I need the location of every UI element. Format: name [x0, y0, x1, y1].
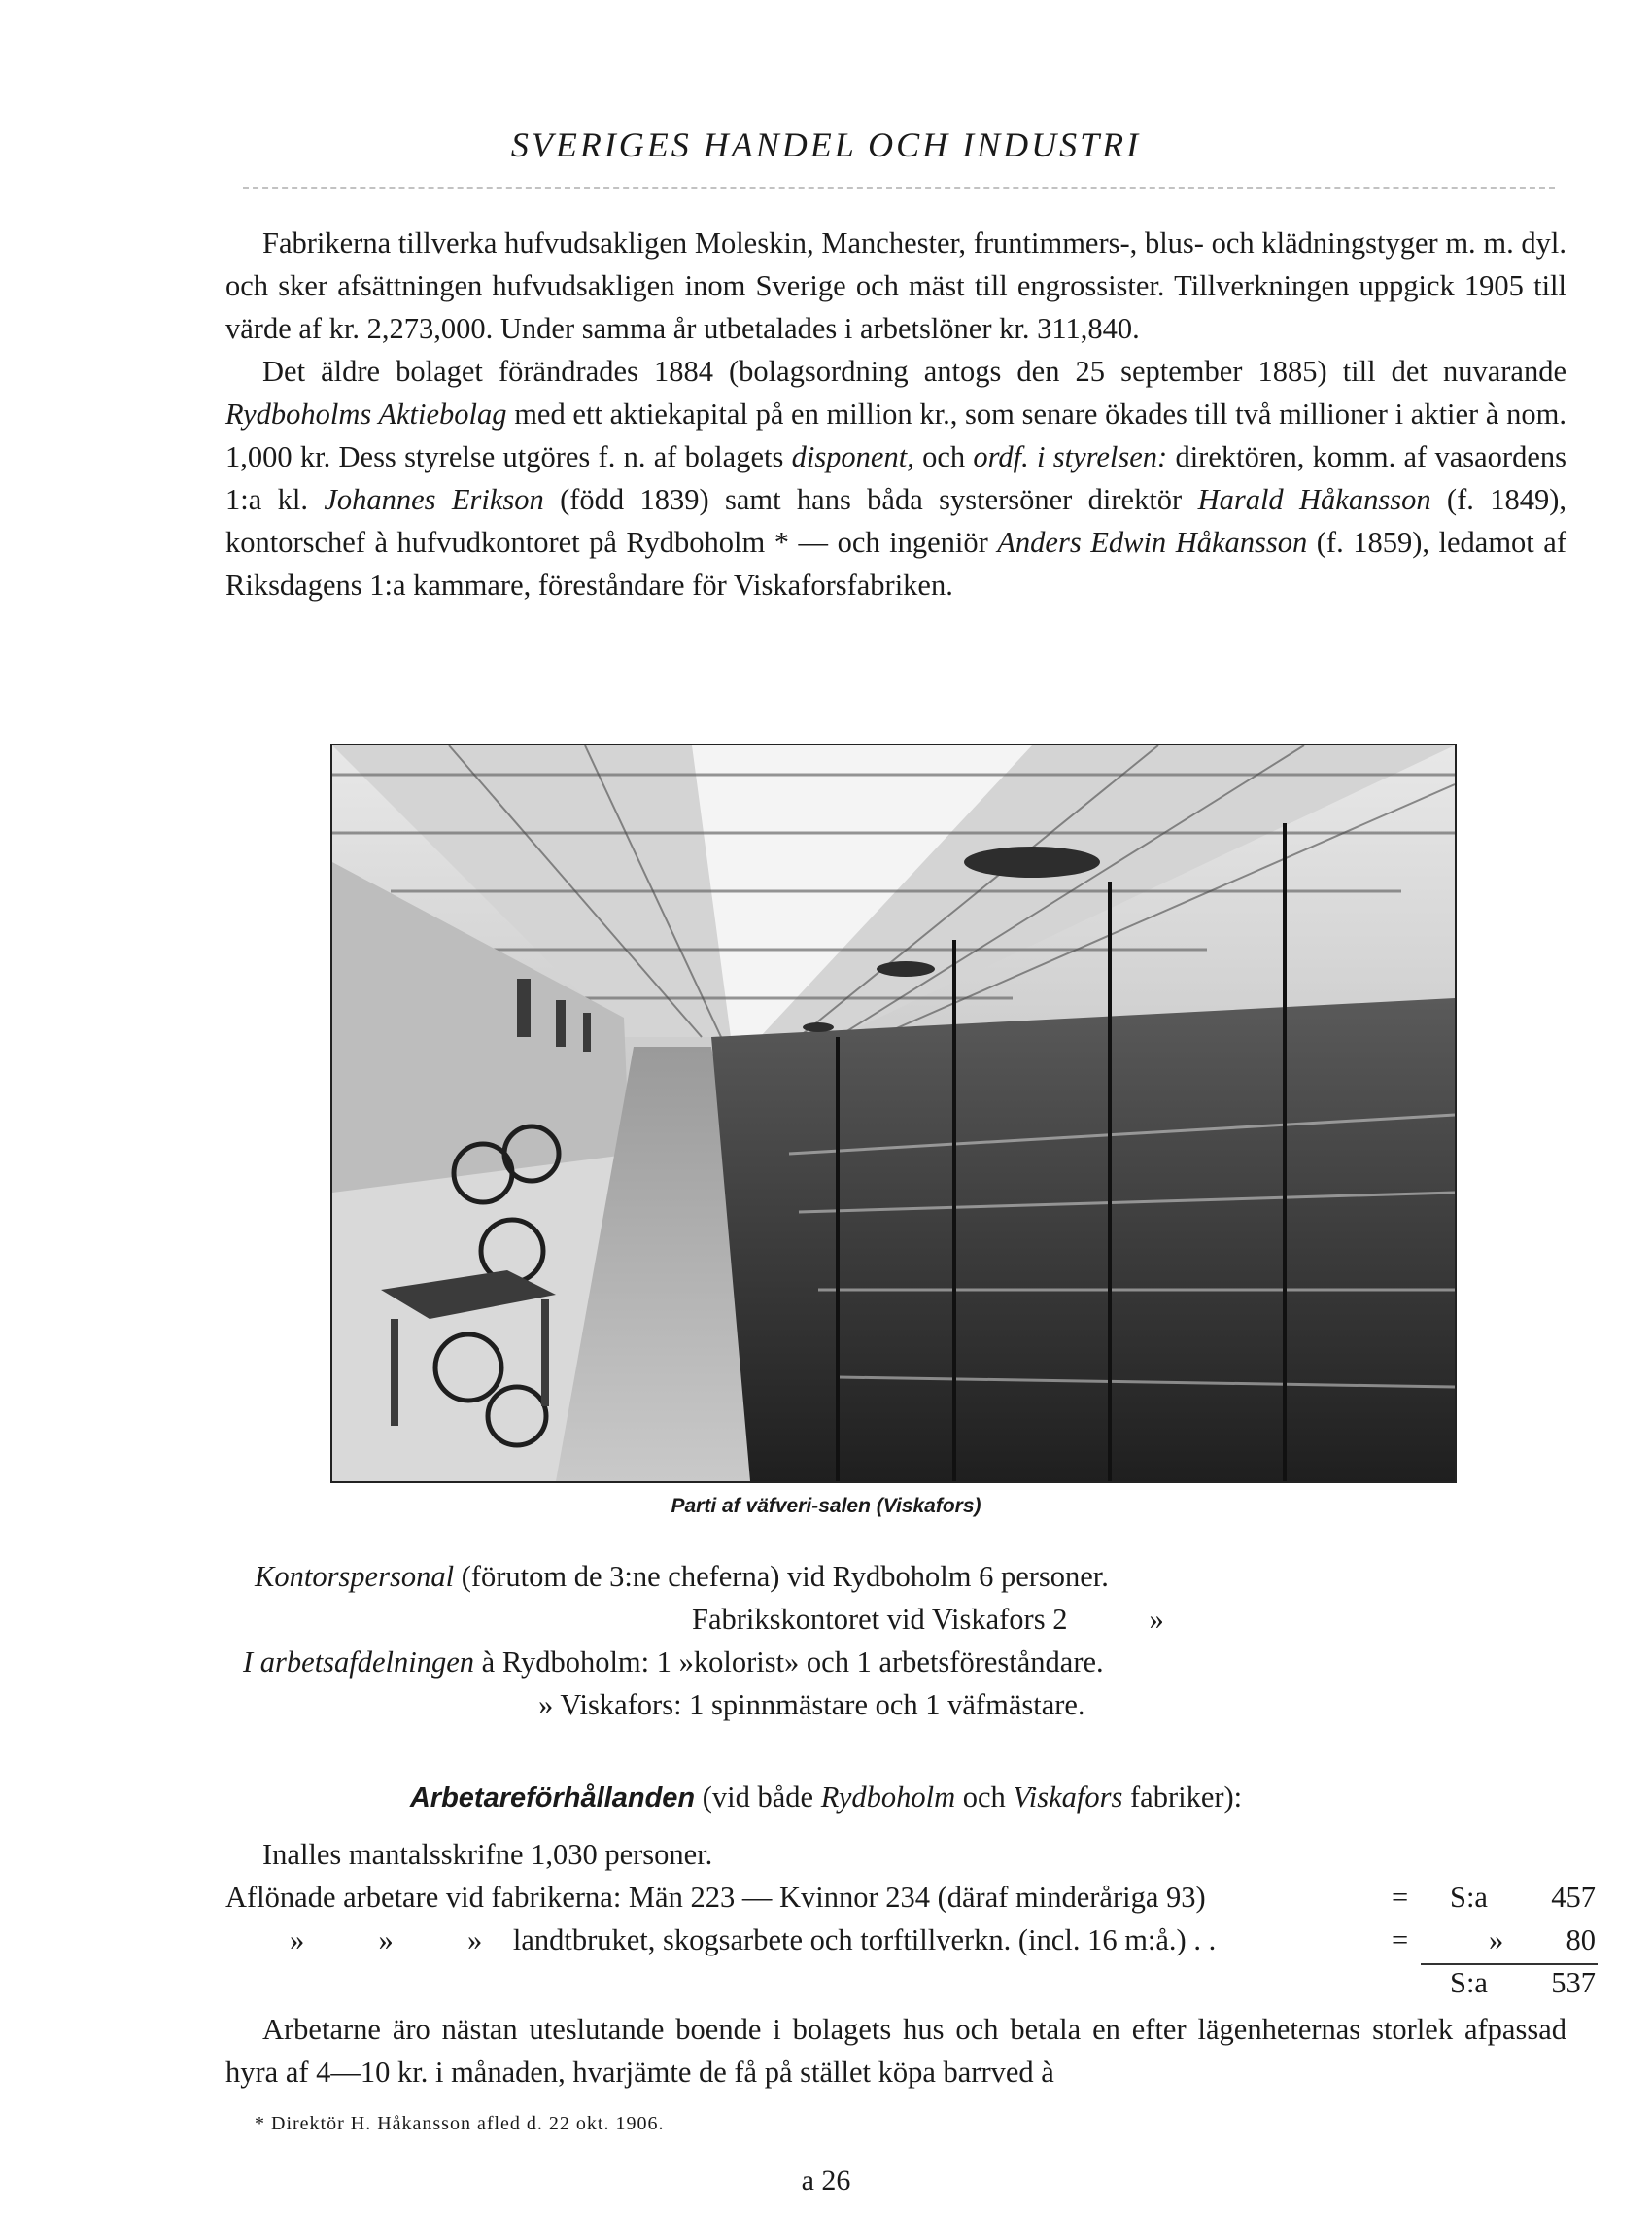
staff-line-factory-office: Fabrikskontoret vid Viskafors 2 » [692, 1603, 1164, 1636]
paragraph-housing: Arbetarne äro nästan uteslutande boende i bolagets hus och betala en efter lägenheternas storlek afpassad hyra af 4—10 kr. i månaden, hvarjämte de få på stället köpa barrved à [225, 2013, 1566, 2089]
weaving-hall-illustration [332, 745, 1455, 1481]
registered-total: Inalles mantalsskrifne 1,030 personer. [262, 1838, 713, 1871]
staff-line-office: Kontorspersonal (förutom de 3:ne cheferna) vid Rydboholm 6 personer. [255, 1560, 1109, 1593]
paragraph-history: Det äldre bolaget förändrades 1884 (bolagsordning antogs den 25 september 1885) till det nuvarande Rydboholms Aktiebolag med ett aktiekapital på en million kr., som senare ökades till två millioner i aktier à nom. 1,000 kr. Dess styrelse utgöres f. n. af bolagets disponent, och ordf. i styrelsen: direktören, komm. af vasaordens 1:a kl. Johannes Erikson (född 1839) samt hans båda systersöner direktör Harald Håkansson (f. 1849), kontorschef à hufvudkontoret på Rydboholm * — och ingeniör Anders Edwin Håkansson (f. 1859), ledamot af Riksdagens 1:a kammare, föreståndare för Viskaforsfabriken. [225, 355, 1566, 602]
count-row-factories: Aflönade arbetare vid fabrikerna: Män 223 — Kvinnor 234 (däraf minderåriga 93) = S:a 457 [225, 1881, 1596, 1914]
body-text-top [225, 222, 1566, 606]
paragraph-products: Fabrikerna tillverka hufvudsakligen Moleskin, Manchester, fruntimmers-, blus- och klädningstyger m. m. dyl. och sker afsättningen hufvudsakligen inom Sverige och mäst till engrossister. Tillverkningen uppgick 1905 till värde af kr. 2,273,000. Under samma år utbetalades i arbetslöner kr. 311,840. [225, 226, 1566, 345]
count-row-sum: S:a 537 [1450, 1966, 1596, 1999]
worker-conditions-heading: Arbetareförhållanden (vid både Rydboholm och Viskafors fabriker): [409, 1781, 1243, 1814]
footnote: * Direktör H. Håkansson afled d. 22 okt. 1906. [255, 2113, 665, 2134]
photo-caption: Parti af väfveri-salen (Viskafors) [671, 1495, 981, 1517]
header-rule [243, 187, 1555, 190]
weaving-hall-photo [330, 744, 1457, 1483]
running-header: SVERIGES HANDEL OCH INDUSTRI [510, 125, 1142, 164]
staff-line-viskafors: » Viskafors: 1 spinnmästare och 1 väfmästare. [538, 1688, 1085, 1721]
staff-list [225, 1555, 1586, 1726]
count-row-agriculture: » » » landtbruket, skogsarbete och torftillverkn. (incl. 16 m:å.) . . = » 80 [290, 1923, 1596, 1956]
worker-counts [225, 1833, 1596, 2004]
page-number: a 26 [801, 2164, 851, 2197]
staff-line-department: I arbetsafdelningen à Rydboholm: 1 »kolorist» och 1 arbetsföreståndare. [243, 1645, 1104, 1679]
body-text-bottom [225, 2008, 1566, 2094]
